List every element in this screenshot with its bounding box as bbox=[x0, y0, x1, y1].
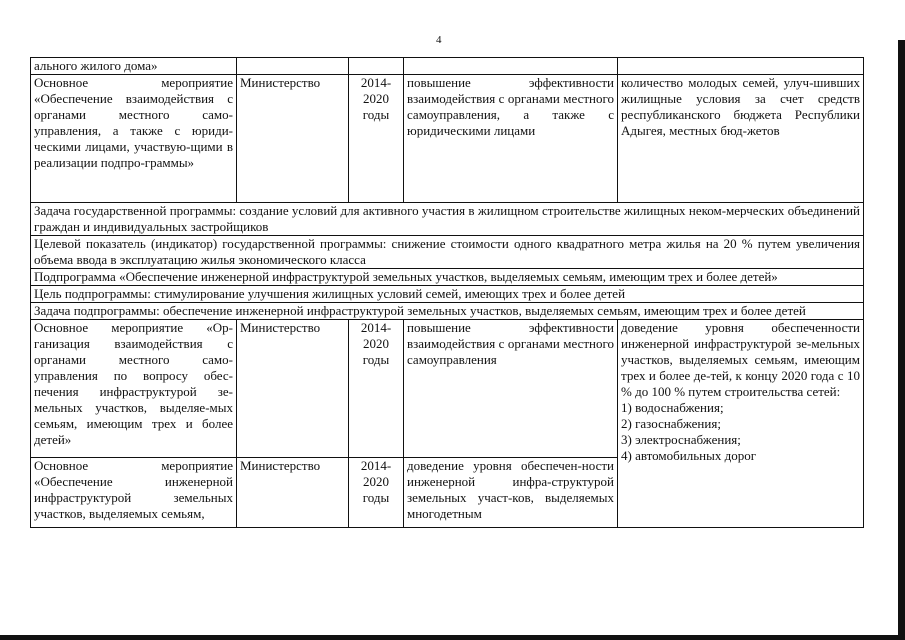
measure-executor: Министерство bbox=[237, 320, 349, 458]
table-row-program-task bbox=[31, 203, 864, 236]
measure-indicator: количество молодых семей, улуч-шивших жилищные условия за счет средств республиканского бюджета Республики Адыгея, местных бюд-жетов bbox=[618, 75, 864, 203]
measure-result: доведение уровня обеспечен-ности инженерной инфра-структурой земельных участ-ков, выделяемых многодетным bbox=[404, 458, 618, 528]
measure-period: 2014- 2020 годы bbox=[349, 320, 404, 458]
scan-edge-right bbox=[898, 40, 905, 640]
empty-cell bbox=[618, 58, 864, 75]
table-row-subprogram bbox=[31, 269, 864, 286]
program-task: Задача государственной программы: создание условий для активного участия в жилищном строительстве жилищных неком-мерческих объединений граждан и индивидуальных застройщиков bbox=[31, 203, 864, 236]
measure-period: 2014- 2020 годы bbox=[349, 458, 404, 528]
table-row-program-target bbox=[31, 236, 864, 269]
subprogram-goal: Цель подпрограммы: стимулирование улучшения жилищных условий семей, имеющих трех и более детей bbox=[31, 286, 864, 303]
table-row-subprogram-goal bbox=[31, 286, 864, 303]
measure-executor: Министерство bbox=[237, 75, 349, 203]
measure-name: Основное мероприятие «Обеспечение взаимодействия с органами местного само-управления, а также с юриди-ческими лицами, участвую-щими в реализации подпро-граммы» bbox=[31, 75, 237, 203]
measure-name: Основное мероприятие «Ор-ганизация взаимодействия с органами местного само-управления по вопросу обес-печения инфраструктурой зе-мельных участков, выделяе-мых семьям, имеющим трех и более детей» bbox=[31, 320, 237, 458]
program-measures-table bbox=[30, 57, 864, 528]
program-target-indicator: Целевой показатель (индикатор) государственной программы: снижение стоимости одного квадратного метра жилья на 20 % путем увеличения объема ввода в эксплуатацию жилья экономического класса bbox=[31, 236, 864, 269]
subprogram-title: Подпрограмма «Обеспечение инженерной инфраструктурой земельных участков, выделяемых семьям, имеющим трех и более детей» bbox=[31, 269, 864, 286]
measure-indicator: доведение уровня обеспеченности инженерной инфраструктурой зе-мельных участков, выделяемых семьям, имеющим трех и более де-тей, к концу 2020 года с 10 % до 100 % путем строительства сетей: 1) водоснабжения; 2) газоснабжения; 3) электроснабжения; 4) автомобильных дорог bbox=[618, 320, 864, 528]
measure-executor: Министерство bbox=[237, 458, 349, 528]
measure-result: повышение эффективности взаимодействия с органами местного самоуправления, а также с юридическими лицами bbox=[404, 75, 618, 203]
scan-edge-bottom bbox=[0, 635, 905, 640]
measure-result: повышение эффективности взаимодействия с органами местного самоуправления bbox=[404, 320, 618, 458]
measure-period: 2014- 2020 годы bbox=[349, 75, 404, 203]
measure-name: Основное мероприятие «Обеспечение инженерной инфраструктурой земельных участков, выделяемых семьям, bbox=[31, 458, 237, 528]
empty-cell bbox=[349, 58, 404, 75]
empty-cell bbox=[404, 58, 618, 75]
table-row-continuation bbox=[31, 58, 864, 75]
table-row-measure bbox=[31, 75, 864, 203]
continuation-cell: ального жилого дома» bbox=[31, 58, 237, 75]
empty-cell bbox=[237, 58, 349, 75]
subprogram-task: Задача подпрограммы: обеспечение инженерной инфраструктурой земельных участков, выделяемых семьям, имеющим трех и более детей bbox=[31, 303, 864, 320]
table-row-subprogram-task bbox=[31, 303, 864, 320]
page-number: 4 bbox=[436, 34, 442, 46]
table-row-measure bbox=[31, 320, 864, 458]
